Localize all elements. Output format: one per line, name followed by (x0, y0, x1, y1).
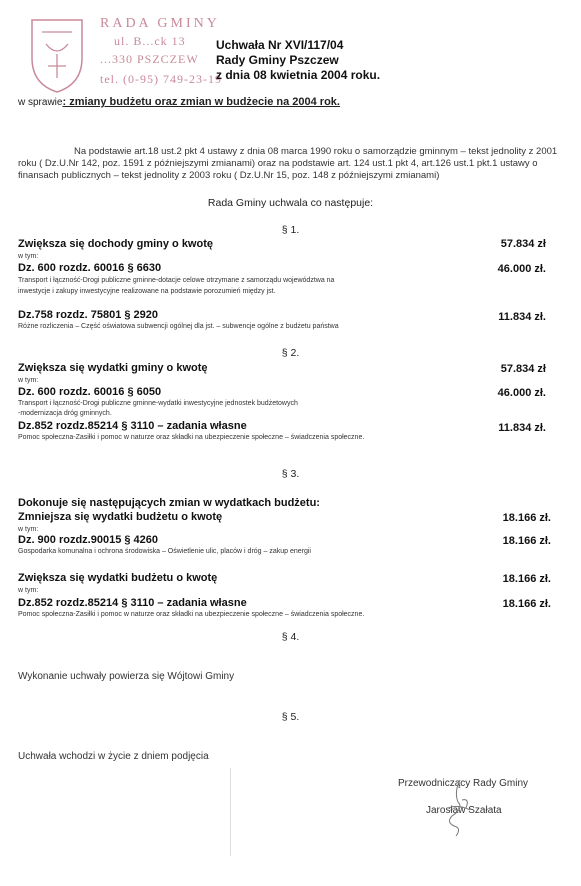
s5-text: Uchwała wchodzi w życie z dniem podjęcia (18, 751, 209, 762)
s1-item-2-label: Dz.758 rozdz. 75801 § 2920 (18, 309, 159, 321)
s2-item-1-desc-2: -modernizacja dróg gminnych. (18, 410, 112, 417)
s4-text: Wykonanie uchwały powierza się Wójtowi Gminy (18, 671, 235, 682)
s1-item-1-amount: 46.000 zł. (497, 263, 546, 275)
s2-item-1-desc: Transport i łączność-Drogi publiczne gminne-wydatki inwestycyjne jednostek budżetowych (18, 400, 298, 407)
s2-heading: Zwiększa się wydatki gminy o kwotę (18, 362, 208, 374)
s3-decrease-heading: Zmniejsza się wydatki budżetu o kwotę (18, 511, 223, 523)
s3-intro: Dokonuje się następujących zmian w wydatkach budżetu: (18, 497, 320, 509)
s1-w-tym: w tym: (18, 253, 39, 260)
s3-increase-item-label: Dz.852 rozdz.85214 § 3110 – zadania własne (18, 597, 247, 609)
subject-prefix: w sprawie (18, 97, 63, 108)
s3-increase-heading: Zwiększa się wydatki budżetu o kwotę (18, 572, 218, 584)
s2-item-2-label: Dz.852 rozdz.85214 § 3110 – zadania własne (18, 420, 247, 432)
section-2-title: § 2. (281, 347, 300, 359)
s3-decrease-item-label: Dz. 900 rozdz.90015 § 4260 (18, 534, 159, 546)
s1-item-1-desc-2: inwestycje i zakupy inwestycyjne realizowane na podstawie porozumień między jst. (18, 288, 276, 295)
signature-name: Jarosław Szałata (426, 805, 502, 816)
s2-item-1-amount: 46.000 zł. (497, 387, 546, 399)
preamble: Na podstawie art.18 ust.2 pkt 4 ustawy z dnia 08 marca 1990 roku o samorządzie gminnym – tekst jednolity z 2001 roku ( Dz.U.Nr 142, poz. 1591 z późniejszymi zmianami) oraz na podstawie art. 124 ust.1 pkt 4, art.126 ust.1 pkt.1 ustawy o finansach publicznych – tekst jednolity z 2003 roku ( Dz.U.Nr 15, poz. 148 z późniejszymi zmianami) (18, 146, 558, 181)
scan-artifact-line (230, 768, 231, 856)
section-4-title: § 4. (281, 631, 300, 643)
council-stamp (22, 12, 222, 98)
resolution-date: z dnia 08 kwietnia 2004 roku. (216, 68, 381, 82)
s2-item-1-label: Dz. 600 rozdz. 60016 § 6050 (18, 386, 162, 398)
resolution-number: Uchwała Nr XVI/117/04 (216, 38, 344, 52)
s3-decrease-item-desc: Gospodarka komunalna i ochrona środowiska – Oświetlenie ulic, placów i dróg – zakup energii (18, 548, 311, 555)
s3-increase-item-amount: 18.166 zł. (502, 598, 551, 610)
s1-item-1-label: Dz. 600 rozdz. 60016 § 6630 (18, 262, 162, 274)
stamp-line-3: ...330 PSZCZEW (100, 52, 199, 66)
s3-decrease-item-amount: 18.166 zł. (502, 535, 551, 547)
resolves-line: Rada Gminy uchwala co następuje: (207, 197, 374, 209)
stamp-line-2: ul. B...ck 13 (114, 34, 186, 48)
s1-item-2-desc: Różne rozliczenia – Część oświatowa subwencji ogólnej dla jst. – subwencje ogólne z budżetu państwa (18, 323, 339, 330)
stamp-line-1: RADA GMINY (100, 16, 220, 31)
s3-w-tym: w tym: (18, 526, 39, 533)
s3-increase-item-desc: Pomoc społeczna-Zasiłki i pomoc w naturze oraz składki na ubezpieczenie społeczne – świadczenia społeczne. (18, 611, 365, 618)
s1-heading-amount: 57.834 zł (500, 238, 546, 250)
s2-item-2-desc: Pomoc społeczna-Zasiłki i pomoc w naturze oraz składki na ubezpieczenie społeczne – świadczenia społeczne. (18, 434, 365, 441)
section-5-title: § 5. (281, 711, 300, 723)
subject-line (18, 96, 340, 108)
stamp-line-4: tel. (0-95) 749-23-19 (100, 72, 222, 86)
handwritten-signature-icon (440, 778, 480, 840)
section-3-title: § 3. (281, 468, 300, 480)
council-name: Rady Gminy Pszczew (216, 53, 339, 67)
s2-item-2-amount: 11.834 zł. (498, 422, 546, 434)
coat-of-arms-icon (26, 14, 88, 94)
s2-w-tym: w tym: (18, 377, 39, 384)
signature-role: Przewodniczący Rady Gminy (398, 778, 529, 789)
s3-w-tym-2: w tym: (18, 587, 39, 594)
s3-decrease-amount: 18.166 zł. (502, 512, 551, 524)
s3-increase-amount: 18.166 zł. (502, 573, 551, 585)
subject-text: : zmiany budżetu oraz zmian w budżecie na 2004 rok. (62, 96, 340, 108)
s2-heading-amount: 57.834 zł (500, 363, 546, 375)
s1-item-1-desc: Transport i łączność-Drogi publiczne gminne-dotacje celowe otrzymane z samorządu województwa na (18, 277, 335, 284)
s1-item-2-amount: 11.834 zł. (498, 311, 546, 323)
s1-heading: Zwiększa się dochody gminy o kwotę (18, 238, 213, 250)
section-1-title: § 1. (281, 224, 300, 236)
